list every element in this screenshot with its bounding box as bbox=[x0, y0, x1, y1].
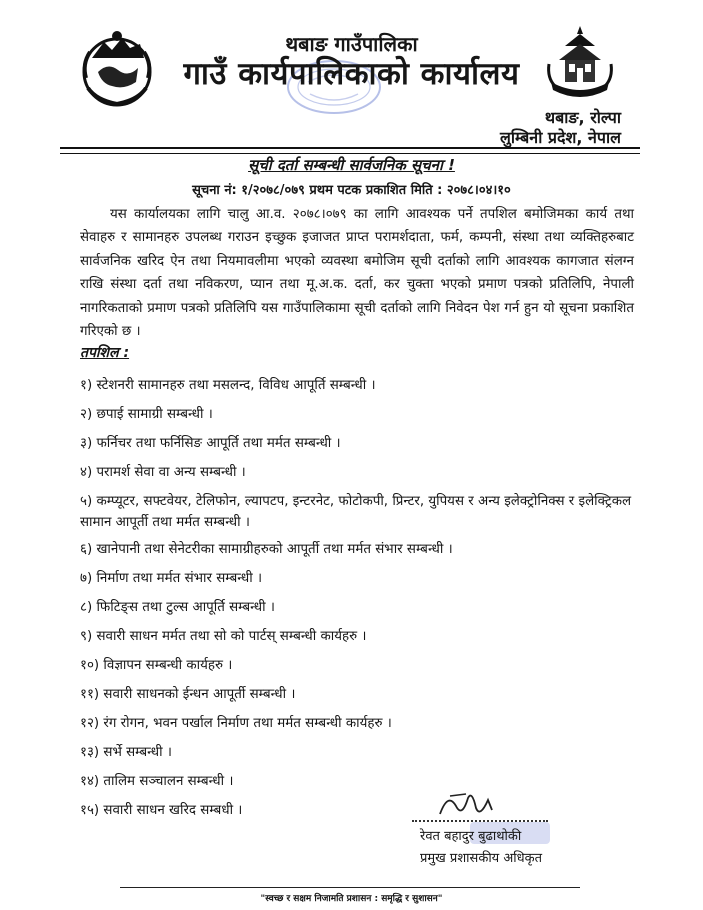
notice-title: सूची दर्ता सम्बन्धी सार्वजनिक सूचना ! bbox=[248, 156, 455, 174]
list-item: १०) विज्ञापन सम्बन्धी कार्यहरु । bbox=[80, 658, 233, 673]
address-line-1: थबाङ, रोल्पा bbox=[544, 108, 621, 127]
list-item: ५) कम्प्यूटर, सफ्टवेयर, टेलिफोन, ल्यापटप, इन्टरनेट, फोटोकपी, प्रिन्टर, युपियस र अन्य इलेक्ट्रोनिक्स र इलेक्ट्रिकल सामान आपूर्ती तथा मर्मत सम्बन्धी । bbox=[80, 494, 632, 530]
list-item: २) छपाई सामाग्री सम्बन्धी । bbox=[80, 407, 213, 422]
signature-scribble-icon bbox=[436, 788, 496, 822]
notice-reference: सूचना नं: १/२०७८/०७९ प्रथम पटक प्रकाशित मिति : २०७८।०४।१० bbox=[192, 183, 511, 198]
list-item: ७) निर्माण तथा मर्मत संभार सम्बन्धी । bbox=[80, 571, 263, 586]
list-item: १२) रंग रोगन, भवन पर्खाल निर्माण तथा मर्मत सम्बन्धी कार्यहरु । bbox=[80, 716, 392, 731]
list-item: ८) फिटिङ्स तथा टुल्स आपूर्ति सम्बन्धी । bbox=[80, 600, 275, 615]
signer-designation: प्रमुख प्रशासकीय अधिकृत bbox=[420, 851, 543, 866]
notice-body: यस कार्यालयका लागि चालु आ.व. २०७८।०७९ का लागि आवश्यक पर्ने तपशिल बमोजिमका कार्य तथा सेवाहरु र सामानहरु उपलब्ध गराउन इच्छुक इजाजत प्राप्त परामर्शदाता, फर्म, कम्पनी, संस्था तथा व्यक्तिहरुबाट सार्वजनिक खरिद ऐन तथा नियमावलीमा भएको व्यवस्था बमोजिम सूची दर्ताको लागि आवश्यक कागजात संलग्न राखि संस्था दर्ता तथा नविकरण, प्यान तथा मू.अ.क. दर्ता, कर चुक्ता भएको प्रमाण पत्रको प्रतिलिपि, नेपाली नागरिकताको प्रमाण पत्रको प्रतिलिपि यस गाउँपालिकामा सूची दर्ताको लागि निवेदन पेश गर्न हुन यो सूचना प्रकाशित गरिएको छ । bbox=[80, 207, 634, 340]
office-name: गाउँ कार्यपालिकाको कार्यालय bbox=[183, 56, 520, 92]
details-heading: तपशिल : bbox=[80, 345, 130, 361]
list-item: १) स्टेशनरी सामानहरु तथा मसलन्द, विविध आपूर्ति सम्बन्धी । bbox=[80, 378, 376, 393]
list-item: ३) फर्निचर तथा फर्निसिङ आपूर्ति तथा मर्मत सम्बन्धी । bbox=[80, 436, 341, 451]
signer-name: रेवत बहादुर बुढाथोकी bbox=[420, 829, 522, 844]
footer-motto: "स्वच्छ र सक्षम निजामति प्रशासन : समृद्धि र सुशासन" bbox=[260, 894, 443, 904]
address-line-2: लुम्बिनी प्रदेश, नेपाल bbox=[499, 128, 621, 147]
list-item: १३) सर्भे सम्बन्धी । bbox=[80, 745, 172, 760]
list-item: १५) सवारी साधन खरिद सम्बधी । bbox=[80, 803, 243, 818]
municipality-name: थबाङ गाउँपालिका bbox=[285, 32, 418, 56]
footer-divider bbox=[120, 887, 580, 888]
list-item: १४) तालिम सञ्चालन सम्बन्धी । bbox=[80, 774, 234, 789]
letterhead-divider bbox=[60, 147, 640, 154]
list-item: ६) खानेपानी तथा सेनेटरीका सामाग्रीहरुको आपूर्ती तथा मर्मत संभार सम्बन्धी । bbox=[80, 542, 453, 557]
list-item: ११) सवारी साधनको ईन्धन आपूर्ती सम्बन्धी । bbox=[80, 687, 296, 702]
list-item: ९) सवारी साधन मर्मत तथा सो को पार्टस् सम्बन्धी कार्यहरु । bbox=[80, 629, 367, 644]
list-item: ४) परामर्श सेवा वा अन्य सम्बन्धी । bbox=[80, 465, 246, 480]
